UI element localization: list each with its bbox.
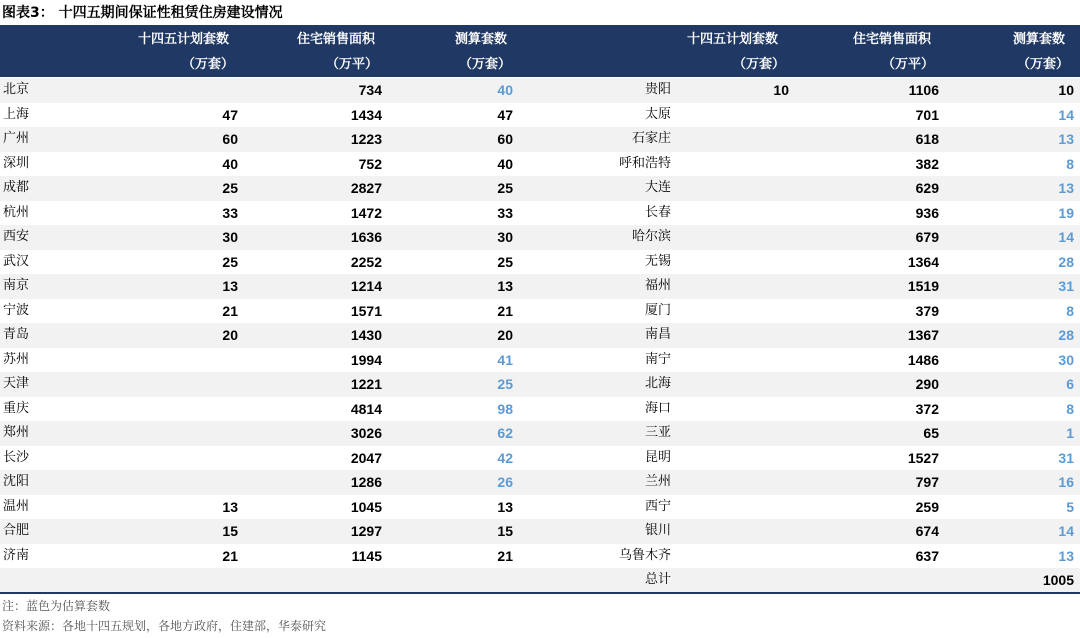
header-left-est-line1: 测算套数 xyxy=(455,32,508,47)
right-estimate-cell: 31 xyxy=(1058,449,1074,466)
left-estimate-cell: 47 xyxy=(497,106,513,123)
left-estimate-cell: 13 xyxy=(497,278,513,294)
right-area-cell: 65 xyxy=(923,425,939,441)
left-area-cell: 1297 xyxy=(350,523,382,539)
right-area-cell: 674 xyxy=(915,523,939,539)
table-row xyxy=(0,250,1080,275)
right-estimate-cell: 10 xyxy=(1058,82,1074,98)
right-area-cell: 379 xyxy=(915,302,939,319)
table-row xyxy=(0,495,1080,520)
table-header xyxy=(0,27,1080,77)
left-plan-cell: 20 xyxy=(222,327,238,343)
right-area-cell: 1486 xyxy=(907,351,939,368)
table-body xyxy=(0,78,1080,593)
left-city-cell: 天津 xyxy=(3,376,30,391)
header-left-plan-line2: （万套） xyxy=(182,57,235,72)
right-estimate-cell: 8 xyxy=(1066,302,1074,319)
right-area-cell: 290 xyxy=(915,376,939,392)
right-area-cell: 1519 xyxy=(907,278,939,294)
right-area-cell: 382 xyxy=(915,155,939,172)
right-estimate-cell: 28 xyxy=(1058,253,1074,270)
header-right-est-line2: （万套） xyxy=(1017,57,1070,72)
left-estimate-cell: 20 xyxy=(497,327,513,343)
right-city-cell: 兰州 xyxy=(644,474,671,489)
table-row xyxy=(0,372,1080,397)
right-city-cell: 太原 xyxy=(644,106,671,122)
left-estimate-cell: 30 xyxy=(497,229,513,245)
left-estimate-cell: 62 xyxy=(497,425,513,441)
left-estimate-cell: 25 xyxy=(497,180,513,196)
right-estimate-cell: 31 xyxy=(1058,278,1074,294)
right-area-cell: 629 xyxy=(915,180,939,196)
table-row xyxy=(0,103,1080,128)
right-city-cell: 厦门 xyxy=(644,302,671,318)
right-city-cell: 总计 xyxy=(644,572,671,587)
left-city-cell: 深圳 xyxy=(3,155,30,171)
header-right-plan-line2: （万套） xyxy=(733,57,786,72)
right-estimate-cell: 13 xyxy=(1058,180,1074,196)
left-area-cell: 1434 xyxy=(350,106,382,123)
right-city-cell: 银川 xyxy=(644,523,671,538)
header-left-est-line2: （万套） xyxy=(459,57,512,72)
left-plan-cell: 30 xyxy=(222,229,238,245)
left-city-cell: 广州 xyxy=(3,131,30,146)
table-row xyxy=(0,397,1080,422)
left-estimate-cell: 40 xyxy=(497,82,513,98)
right-city-cell: 北海 xyxy=(644,376,671,391)
left-estimate-cell: 41 xyxy=(497,351,513,368)
right-city-cell: 呼和浩特 xyxy=(618,155,671,171)
left-plan-cell: 21 xyxy=(222,302,238,319)
table-row xyxy=(0,78,1080,103)
header-right-area-line2: （万平） xyxy=(882,57,935,72)
right-city-cell: 三亚 xyxy=(644,425,671,440)
left-area-cell: 2827 xyxy=(350,180,382,196)
table-row xyxy=(0,299,1080,324)
table-row xyxy=(0,201,1080,226)
left-city-cell: 苏州 xyxy=(3,351,30,367)
right-area-cell: 1527 xyxy=(907,449,939,466)
footnote: 注：蓝色为估算套数 xyxy=(2,599,111,613)
left-plan-cell: 60 xyxy=(222,131,238,147)
left-city-cell: 青岛 xyxy=(3,327,30,342)
left-city-cell: 北京 xyxy=(3,82,30,97)
right-area-cell: 701 xyxy=(915,106,939,123)
header-left-area-line1: 住宅销售面积 xyxy=(297,32,376,47)
left-city-cell: 杭州 xyxy=(3,204,30,220)
right-city-cell: 南昌 xyxy=(644,327,671,342)
right-area-cell: 1364 xyxy=(907,253,939,270)
left-plan-cell: 25 xyxy=(222,253,238,270)
left-estimate-cell: 25 xyxy=(497,376,513,392)
left-area-cell: 1994 xyxy=(350,351,382,368)
left-estimate-cell: 26 xyxy=(497,474,513,490)
left-city-cell: 长沙 xyxy=(3,449,30,465)
left-estimate-cell: 42 xyxy=(497,449,513,466)
right-estimate-cell: 5 xyxy=(1066,498,1074,515)
right-city-cell: 贵阳 xyxy=(644,82,671,97)
left-plan-cell: 13 xyxy=(222,498,238,515)
right-city-cell: 大连 xyxy=(644,180,671,195)
right-city-cell: 哈尔滨 xyxy=(631,229,671,244)
table-bottom-rule xyxy=(0,592,1080,594)
right-area-cell: 637 xyxy=(915,547,939,564)
right-area-cell: 1367 xyxy=(907,327,939,343)
table-row xyxy=(0,519,1080,544)
left-plan-cell: 40 xyxy=(222,155,238,172)
table-row xyxy=(0,323,1080,348)
right-estimate-cell: 14 xyxy=(1058,229,1074,245)
table-row xyxy=(0,274,1080,299)
table-row xyxy=(0,446,1080,471)
table-row xyxy=(0,421,1080,446)
left-estimate-cell: 33 xyxy=(497,204,513,221)
left-area-cell: 1571 xyxy=(350,302,382,319)
table-row xyxy=(0,225,1080,250)
right-city-cell: 无锡 xyxy=(644,253,671,269)
table-row xyxy=(0,544,1080,569)
right-estimate-cell: 13 xyxy=(1058,131,1074,147)
left-estimate-cell: 13 xyxy=(497,498,513,515)
left-city-cell: 成都 xyxy=(3,180,30,195)
right-estimate-cell: 16 xyxy=(1058,474,1074,490)
right-area-cell: 936 xyxy=(915,204,939,221)
right-estimate-cell: 1 xyxy=(1066,425,1074,441)
right-estimate-cell: 8 xyxy=(1066,400,1074,417)
left-plan-cell: 33 xyxy=(222,204,238,221)
table-row xyxy=(0,348,1080,373)
left-city-cell: 西安 xyxy=(3,229,30,244)
left-city-cell: 合肥 xyxy=(3,523,30,538)
left-area-cell: 2047 xyxy=(350,449,382,466)
header-left-plan-line1: 十四五计划套数 xyxy=(138,32,230,47)
table-row xyxy=(0,568,1080,593)
header-right-est-line1: 测算套数 xyxy=(1013,32,1066,47)
left-area-cell: 2252 xyxy=(350,253,382,270)
left-estimate-cell: 15 xyxy=(497,523,513,539)
right-city-cell: 南宁 xyxy=(644,351,671,367)
left-area-cell: 752 xyxy=(358,155,382,172)
right-city-cell: 石家庄 xyxy=(631,131,671,146)
left-city-cell: 温州 xyxy=(3,498,30,514)
left-area-cell: 4814 xyxy=(350,400,382,417)
right-area-cell: 797 xyxy=(915,474,939,490)
source-note: 资料来源：各地十四五规划，各地方政府，住建部，华泰研究 xyxy=(2,619,327,633)
left-city-cell: 武汉 xyxy=(3,253,30,269)
left-plan-cell: 21 xyxy=(222,547,238,564)
left-area-cell: 1286 xyxy=(350,474,382,490)
left-area-cell: 1472 xyxy=(350,204,382,221)
table-row xyxy=(0,176,1080,201)
left-estimate-cell: 21 xyxy=(497,302,513,319)
right-estimate-cell: 30 xyxy=(1058,351,1074,368)
right-city-cell: 长春 xyxy=(644,204,671,220)
right-estimate-cell: 14 xyxy=(1058,106,1074,123)
left-area-cell: 1221 xyxy=(350,376,382,392)
left-plan-cell: 15 xyxy=(222,523,238,539)
left-city-cell: 上海 xyxy=(3,106,30,122)
right-city-cell: 西宁 xyxy=(644,498,671,514)
header-right-area-line1: 住宅销售面积 xyxy=(853,32,932,47)
left-city-cell: 宁波 xyxy=(3,302,30,318)
table-title: 图表3： 十四五期间保证性租赁住房建设情况 xyxy=(2,5,283,21)
left-city-cell: 郑州 xyxy=(3,425,30,440)
left-estimate-cell: 60 xyxy=(497,131,513,147)
left-area-cell: 1145 xyxy=(351,547,382,564)
table-row xyxy=(0,152,1080,177)
left-city-cell: 南京 xyxy=(3,278,30,293)
left-plan-cell: 47 xyxy=(222,106,238,123)
header-left-area-line2: （万平） xyxy=(326,57,379,72)
left-area-cell: 734 xyxy=(358,82,382,98)
left-plan-cell: 13 xyxy=(222,278,238,294)
left-area-cell: 1430 xyxy=(350,327,382,343)
left-plan-cell: 25 xyxy=(222,180,238,196)
left-area-cell: 1045 xyxy=(350,498,382,515)
left-city-cell: 沈阳 xyxy=(3,474,30,489)
left-city-cell: 济南 xyxy=(3,547,30,563)
left-area-cell: 1636 xyxy=(350,229,382,245)
right-area-cell: 618 xyxy=(915,131,939,147)
right-estimate-cell: 6 xyxy=(1066,376,1074,392)
right-estimate-cell: 19 xyxy=(1058,204,1074,221)
right-area-cell: 1106 xyxy=(908,82,939,98)
left-city-cell: 重庆 xyxy=(3,400,30,416)
right-estimate-cell: 8 xyxy=(1066,155,1074,172)
right-estimate-cell: 13 xyxy=(1058,547,1074,564)
left-estimate-cell: 25 xyxy=(497,253,513,270)
right-estimate-cell: 14 xyxy=(1058,523,1074,539)
right-area-cell: 259 xyxy=(915,498,939,515)
right-area-cell: 679 xyxy=(915,229,939,245)
right-estimate-cell: 1005 xyxy=(1042,572,1074,588)
right-city-cell: 昆明 xyxy=(644,449,671,465)
left-estimate-cell: 40 xyxy=(497,155,513,172)
right-city-cell: 乌鲁木齐 xyxy=(618,547,671,563)
right-city-cell: 海口 xyxy=(644,400,671,416)
left-area-cell: 1214 xyxy=(350,278,382,294)
left-area-cell: 1223 xyxy=(350,131,382,147)
table-row xyxy=(0,127,1080,152)
left-estimate-cell: 98 xyxy=(497,400,513,417)
left-area-cell: 3026 xyxy=(350,425,382,441)
right-area-cell: 372 xyxy=(915,400,939,417)
header-right-plan-line1: 十四五计划套数 xyxy=(687,32,779,47)
left-estimate-cell: 21 xyxy=(497,547,513,564)
right-estimate-cell: 28 xyxy=(1058,327,1074,343)
table-row xyxy=(0,470,1080,495)
right-plan-cell: 10 xyxy=(773,82,789,98)
right-city-cell: 福州 xyxy=(644,278,671,293)
